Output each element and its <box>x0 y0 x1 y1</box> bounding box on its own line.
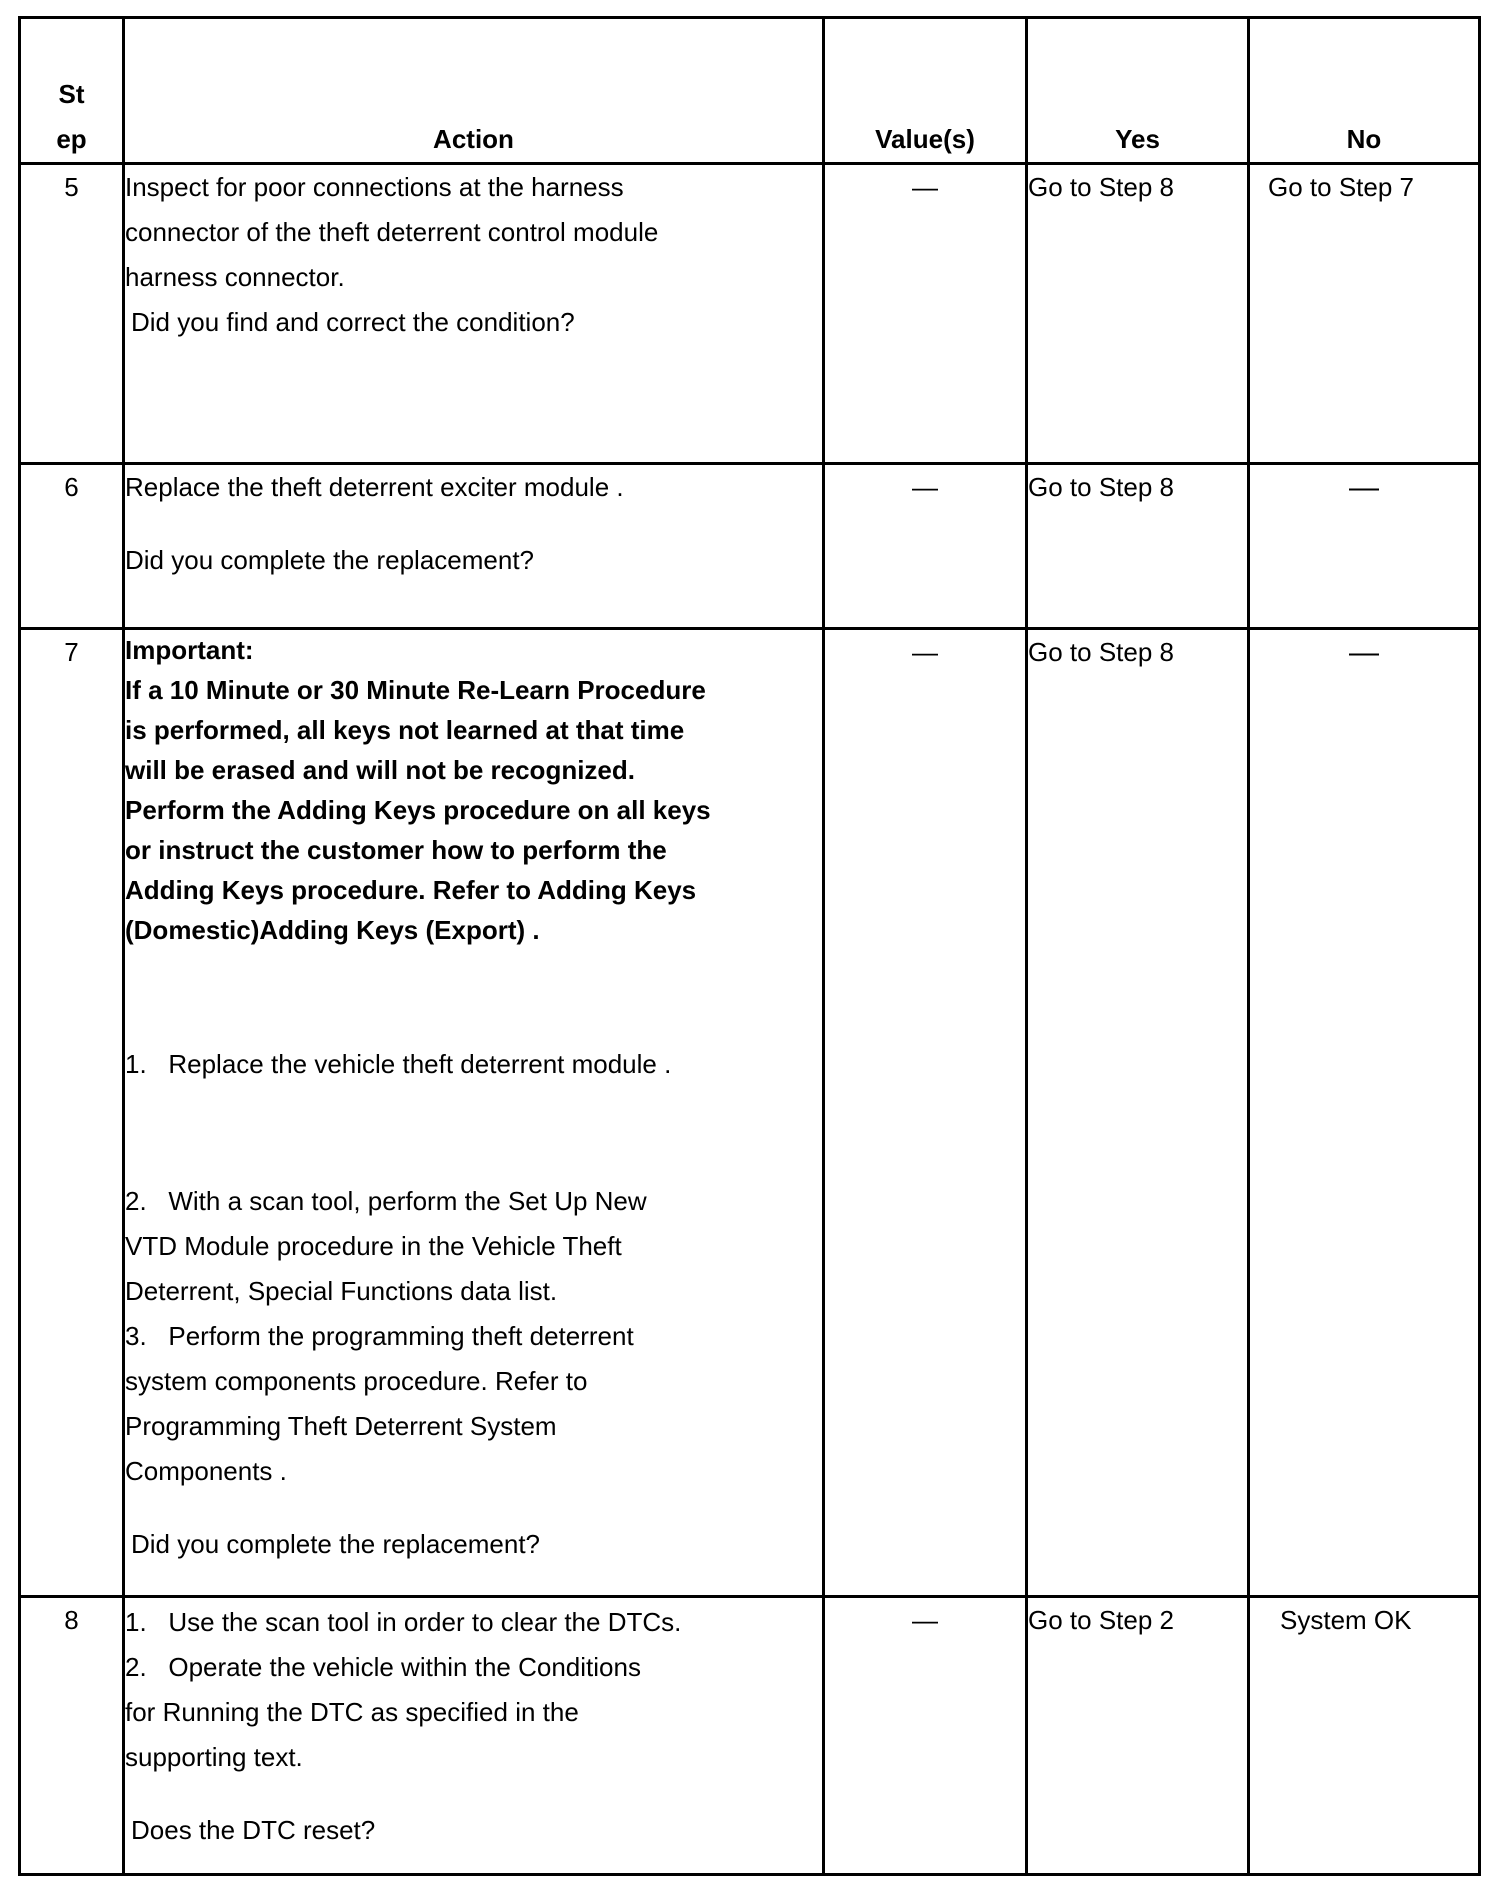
spacer <box>125 950 822 1042</box>
action-text: harness connector. <box>125 262 345 292</box>
header-row <box>20 18 1480 164</box>
action-question: Did you find and correct the condition? <box>131 307 575 337</box>
step-item-3: system components procedure. Refer to <box>125 1366 588 1396</box>
step-item-3: Components . <box>125 1456 287 1486</box>
action-text: for Running the DTC as specified in the <box>125 1697 579 1727</box>
important-line: is performed, all keys not learned at that time <box>125 715 685 745</box>
important-line: will be erased and will not be recognized. <box>125 755 635 785</box>
yes-cell: Go to Step 2 <box>1027 1597 1249 1875</box>
no-cell: — <box>1249 629 1480 1597</box>
spacer <box>125 1780 822 1808</box>
action-question: Did you complete the replacement? <box>125 545 535 575</box>
step-item-2: 2. With a scan tool, perform the Set Up New <box>125 1186 647 1216</box>
action-cell <box>124 464 824 629</box>
action-cell <box>124 629 824 1597</box>
step-item-3: Programming Theft Deterrent System <box>125 1411 557 1441</box>
step-number: 7 <box>20 629 124 1597</box>
important-line: If a 10 Minute or 30 Minute Re-Learn Procedure <box>125 675 706 705</box>
action-cell <box>124 164 824 464</box>
no-cell: Go to Step 7 <box>1249 164 1480 464</box>
header-action: Action <box>124 18 824 164</box>
step-number: 5 <box>20 164 124 464</box>
step-number: 8 <box>20 1597 124 1875</box>
no-cell: System OK <box>1249 1597 1480 1875</box>
yes-cell: Go to Step 8 <box>1027 164 1249 464</box>
action-question: Does the DTC reset? <box>131 1815 376 1845</box>
value-cell: — <box>824 464 1027 629</box>
spacer <box>125 510 822 538</box>
step-item-2: Deterrent, Special Functions data list. <box>125 1276 558 1306</box>
value-cell: — <box>824 1597 1027 1875</box>
header-step: St ep <box>20 18 124 164</box>
spacer <box>125 1087 822 1179</box>
important-line: or instruct the customer how to perform the <box>125 835 667 865</box>
no-cell: — <box>1249 464 1480 629</box>
step-item-1: 1. Replace the vehicle theft deterrent module . <box>125 1049 672 1079</box>
action-text: supporting text. <box>125 1742 303 1772</box>
important-line: Perform the Adding Keys procedure on all keys <box>125 795 711 825</box>
action-text: Inspect for poor connections at the harness <box>125 172 624 202</box>
action-question: Did you complete the replacement? <box>131 1529 541 1559</box>
yes-cell: Go to Step 8 <box>1027 629 1249 1597</box>
table-row <box>20 629 1480 1597</box>
action-text: connector of the theft deterrent control module <box>125 217 659 247</box>
value-cell: — <box>824 164 1027 464</box>
action-text: Replace the theft deterrent exciter module . <box>125 472 624 502</box>
table-row <box>20 1597 1480 1875</box>
spacer <box>125 1494 822 1522</box>
yes-cell: Go to Step 8 <box>1027 464 1249 629</box>
header-values: Value(s) <box>824 18 1027 164</box>
action-text: 1. Use the scan tool in order to clear the DTCs. <box>125 1607 682 1637</box>
value-cell: — <box>824 629 1027 1597</box>
step-item-3: 3. Perform the programming theft deterrent <box>125 1321 634 1351</box>
important-line: (Domestic)Adding Keys (Export) . <box>125 915 540 945</box>
action-text: 2. Operate the vehicle within the Conditions <box>125 1652 641 1682</box>
diagnostic-table <box>18 16 1481 1876</box>
table-row <box>20 464 1480 629</box>
header-yes: Yes <box>1027 18 1249 164</box>
step-number: 6 <box>20 464 124 629</box>
action-cell <box>124 1597 824 1875</box>
important-line: Adding Keys procedure. Refer to Adding Keys <box>125 875 697 905</box>
important-label: Important: <box>125 635 254 665</box>
header-no: No <box>1249 18 1480 164</box>
table-row <box>20 164 1480 464</box>
step-item-2: VTD Module procedure in the Vehicle Theft <box>125 1231 622 1261</box>
